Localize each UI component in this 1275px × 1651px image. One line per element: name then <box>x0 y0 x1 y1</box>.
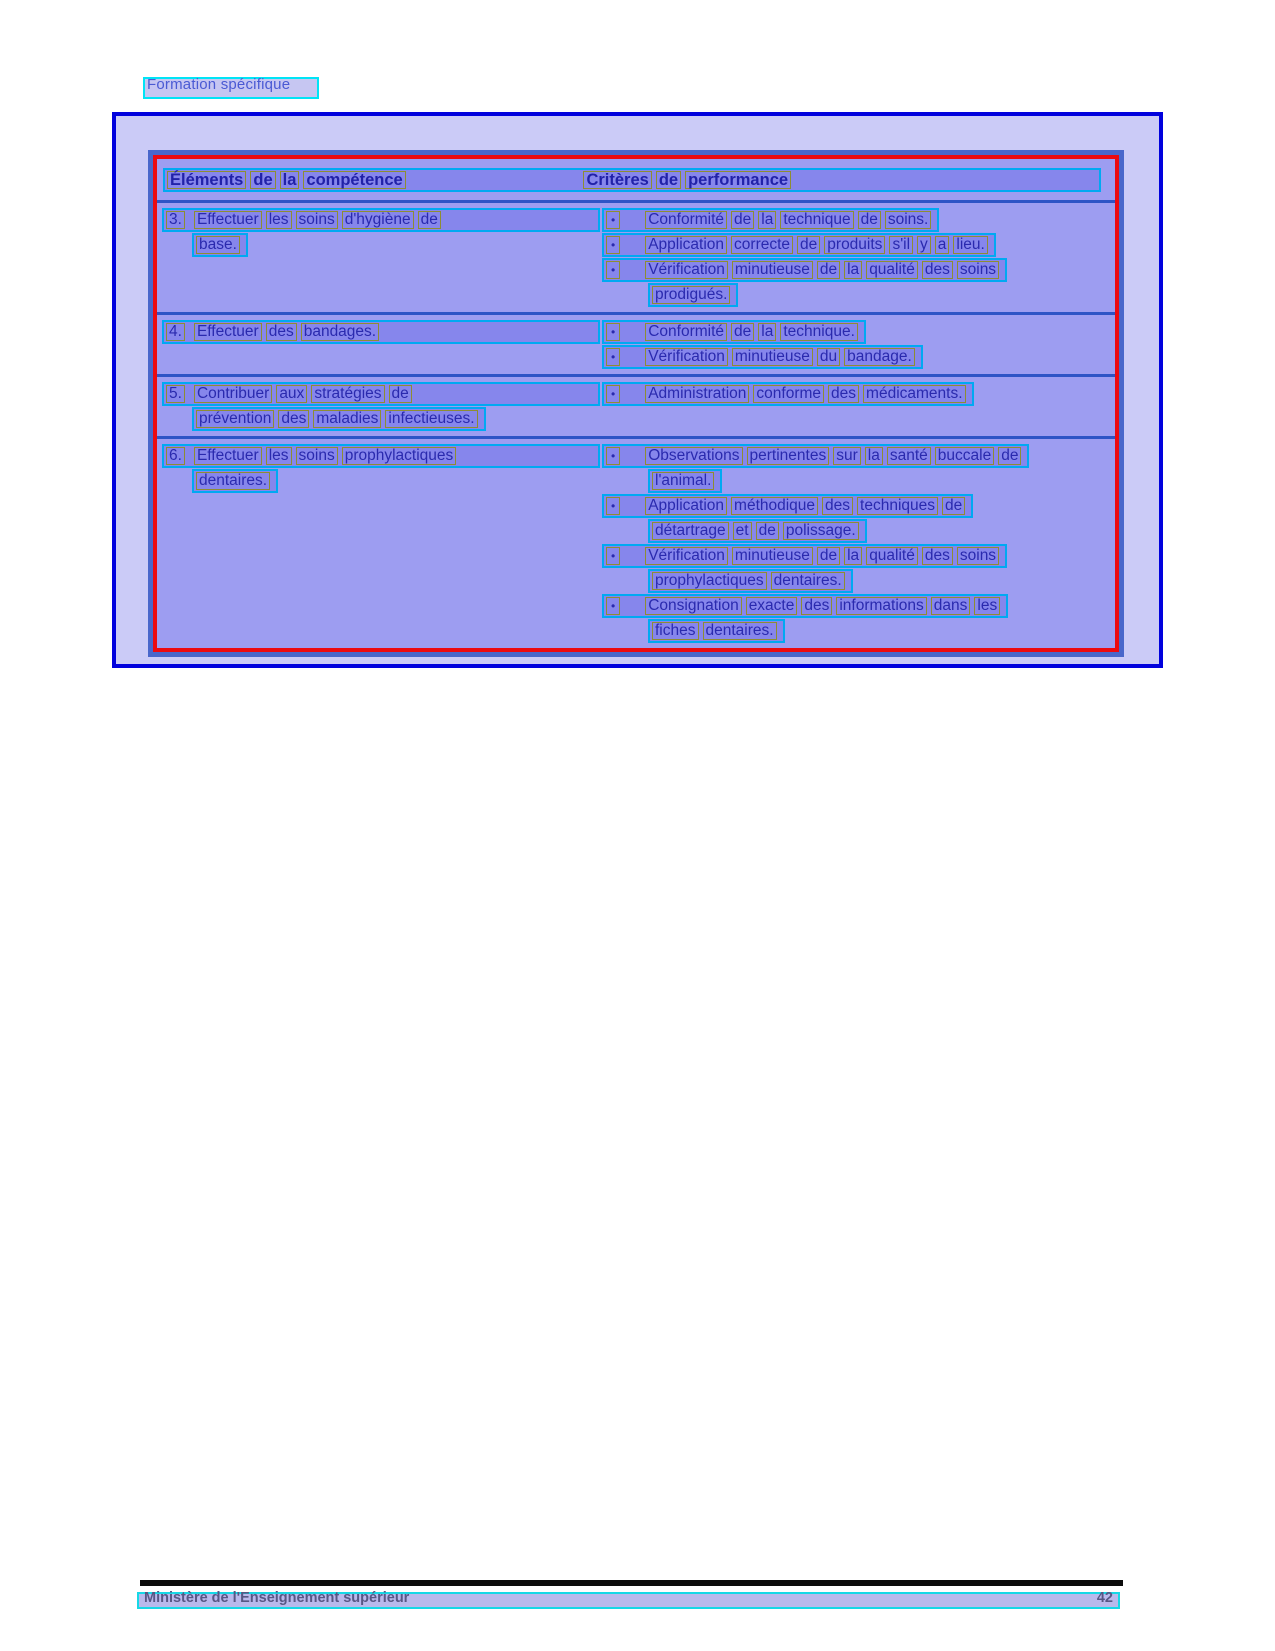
word-box: de <box>731 211 754 229</box>
bullet-icon: • <box>606 547 620 565</box>
table-body <box>157 200 1115 648</box>
word-box: des <box>822 497 853 515</box>
word-box: de <box>756 522 779 540</box>
word-box: 3. <box>166 211 185 229</box>
element-line-highlight <box>162 444 600 468</box>
word-box: Effectuer <box>194 447 262 465</box>
word-box: de <box>418 211 441 229</box>
word-box: les <box>266 447 292 465</box>
word-box: Application <box>645 497 727 515</box>
element-cell <box>157 439 602 648</box>
criterion-line-highlight <box>602 233 996 257</box>
word-box: aux <box>276 385 307 403</box>
word-box: Critères <box>583 171 651 189</box>
word-box: a <box>935 236 950 254</box>
word-box: performance <box>685 171 791 189</box>
section-label-box <box>143 77 319 99</box>
footer-rule <box>140 1580 1123 1586</box>
word-box: techniques <box>857 497 938 515</box>
bullet-icon: • <box>606 385 620 403</box>
criteria-cell <box>602 203 1115 312</box>
word-box: prévention <box>196 410 274 428</box>
word-box: dentaires. <box>196 472 270 490</box>
element-line-highlight <box>162 382 600 406</box>
word-box: dentaires. <box>703 622 777 640</box>
word-box: de <box>250 171 275 189</box>
word-box: conforme <box>753 385 824 403</box>
word-box: des <box>922 547 953 565</box>
word-box: Vérification <box>645 261 728 279</box>
header-line-highlight <box>163 168 1101 192</box>
criterion-line-continuation <box>648 469 722 493</box>
word-box: dentaires. <box>771 572 845 590</box>
page-number: 42 <box>1096 1590 1113 1606</box>
criterion-line-highlight <box>602 444 1029 468</box>
word-box: de <box>389 385 412 403</box>
word-box: de <box>656 171 681 189</box>
word-box: prophylactiques <box>342 447 457 465</box>
word-box: qualité <box>866 547 918 565</box>
content-frame <box>112 112 1163 668</box>
table-header-row <box>157 159 1115 200</box>
element-cell <box>157 377 602 436</box>
bullet-icon: • <box>606 323 620 341</box>
word-box: la <box>280 171 300 189</box>
word-box: de <box>942 497 965 515</box>
criterion-line-highlight <box>602 594 1008 618</box>
word-box: buccale <box>935 447 994 465</box>
section-label: Formation spécifique <box>147 76 291 93</box>
word-box: compétence <box>303 171 405 189</box>
word-box: des <box>828 385 859 403</box>
element-line-highlight <box>162 208 600 232</box>
word-box: Effectuer <box>194 323 262 341</box>
word-box: santé <box>887 447 931 465</box>
word-box: Application <box>645 236 727 254</box>
bullet-icon: • <box>606 348 620 366</box>
word-box: médicaments. <box>863 385 965 403</box>
word-box: Observations <box>645 447 742 465</box>
word-box: et <box>733 522 752 540</box>
word-box: soins <box>296 211 338 229</box>
criteria-cell <box>602 377 1115 436</box>
criteria-cell <box>602 439 1115 648</box>
column-header-elements <box>167 170 579 190</box>
word-box: de <box>731 323 754 341</box>
bullet-icon: • <box>606 236 620 254</box>
word-box: technique <box>780 211 853 229</box>
word-box: la <box>758 323 776 341</box>
word-box: les <box>266 211 292 229</box>
bullet-icon: • <box>606 497 620 515</box>
word-box: de <box>817 261 840 279</box>
word-box: détartrage <box>652 522 729 540</box>
criteria-cell <box>602 315 1115 374</box>
criterion-line-continuation <box>648 283 738 307</box>
word-box: 5. <box>166 385 185 403</box>
word-box: l'animal. <box>652 472 714 490</box>
word-box: minutieuse <box>732 547 813 565</box>
element-cell <box>157 315 602 374</box>
word-box: des <box>801 597 832 615</box>
criterion-line-continuation <box>648 569 853 593</box>
word-box: des <box>266 323 297 341</box>
word-box: de <box>797 236 820 254</box>
criterion-line-continuation <box>648 519 867 543</box>
word-box: base. <box>196 236 240 254</box>
word-box: informations <box>836 597 926 615</box>
word-box: dans <box>931 597 971 615</box>
word-box: soins. <box>885 211 932 229</box>
word-box: la <box>865 447 883 465</box>
word-box: Consignation <box>645 597 741 615</box>
competence-table-wrap <box>148 150 1124 657</box>
word-box: qualité <box>866 261 918 279</box>
word-box: soins <box>957 261 999 279</box>
table-row <box>157 436 1115 648</box>
word-box: des <box>278 410 309 428</box>
bullet-icon: • <box>606 261 620 279</box>
element-line-continuation <box>192 407 486 431</box>
word-box: Effectuer <box>194 211 262 229</box>
word-box: la <box>844 547 862 565</box>
word-box: s'il <box>889 236 913 254</box>
criterion-line-highlight <box>602 320 866 344</box>
word-box: prophylactiques <box>652 572 767 590</box>
criterion-line-highlight <box>602 345 923 369</box>
word-box: pertinentes <box>747 447 830 465</box>
word-box: Contribuer <box>194 385 272 403</box>
word-box: soins <box>957 547 999 565</box>
word-box: sur <box>833 447 861 465</box>
word-box: Administration <box>645 385 749 403</box>
word-box: Vérification <box>645 348 728 366</box>
word-box: fiches <box>652 622 699 640</box>
word-box: y <box>917 236 931 254</box>
word-box: des <box>922 261 953 279</box>
word-box: la <box>844 261 862 279</box>
word-box: Éléments <box>167 171 246 189</box>
word-box: infectieuses. <box>385 410 477 428</box>
word-box: 4. <box>166 323 185 341</box>
bullet-icon: • <box>606 447 620 465</box>
word-box: stratégies <box>311 385 384 403</box>
footer-text-box <box>137 1592 1120 1609</box>
element-line-highlight <box>162 320 600 344</box>
word-box: Vérification <box>645 547 728 565</box>
word-box: bandage. <box>844 348 915 366</box>
table-row <box>157 312 1115 374</box>
word-box: 6. <box>166 447 185 465</box>
word-box: bandages. <box>301 323 379 341</box>
word-box: polissage. <box>783 522 859 540</box>
table-row <box>157 374 1115 436</box>
word-box: les <box>974 597 1000 615</box>
criterion-line-highlight <box>602 208 939 232</box>
word-box: de <box>817 547 840 565</box>
footer-ministry-text: Ministère de l'Enseignement supérieur <box>144 1590 410 1606</box>
criterion-line-highlight <box>602 258 1007 282</box>
word-box: d'hygiène <box>342 211 414 229</box>
criterion-line-highlight <box>602 382 974 406</box>
word-box: maladies <box>313 410 381 428</box>
column-header-criteria <box>583 170 795 190</box>
word-box: lieu. <box>953 236 987 254</box>
table-row <box>157 200 1115 312</box>
word-box: technique. <box>780 323 858 341</box>
word-box: produits <box>824 236 885 254</box>
bullet-icon: • <box>606 211 620 229</box>
element-line-continuation <box>192 469 278 493</box>
word-box: minutieuse <box>732 261 813 279</box>
word-box: exacte <box>746 597 798 615</box>
criterion-line-continuation <box>648 619 785 643</box>
word-box: prodigués. <box>652 286 730 304</box>
word-box: soins <box>296 447 338 465</box>
criterion-line-highlight <box>602 544 1007 568</box>
element-cell <box>157 203 602 312</box>
word-box: de <box>858 211 881 229</box>
word-box: du <box>817 348 840 366</box>
criterion-line-highlight <box>602 494 973 518</box>
element-line-continuation <box>192 233 248 257</box>
word-box: minutieuse <box>732 348 813 366</box>
word-box: Conformité <box>645 323 727 341</box>
competence-table <box>153 155 1119 652</box>
word-box: Conformité <box>645 211 727 229</box>
word-box: la <box>758 211 776 229</box>
bullet-icon: • <box>606 597 620 615</box>
word-box: correcte <box>731 236 793 254</box>
word-box: méthodique <box>731 497 818 515</box>
word-box: de <box>998 447 1021 465</box>
